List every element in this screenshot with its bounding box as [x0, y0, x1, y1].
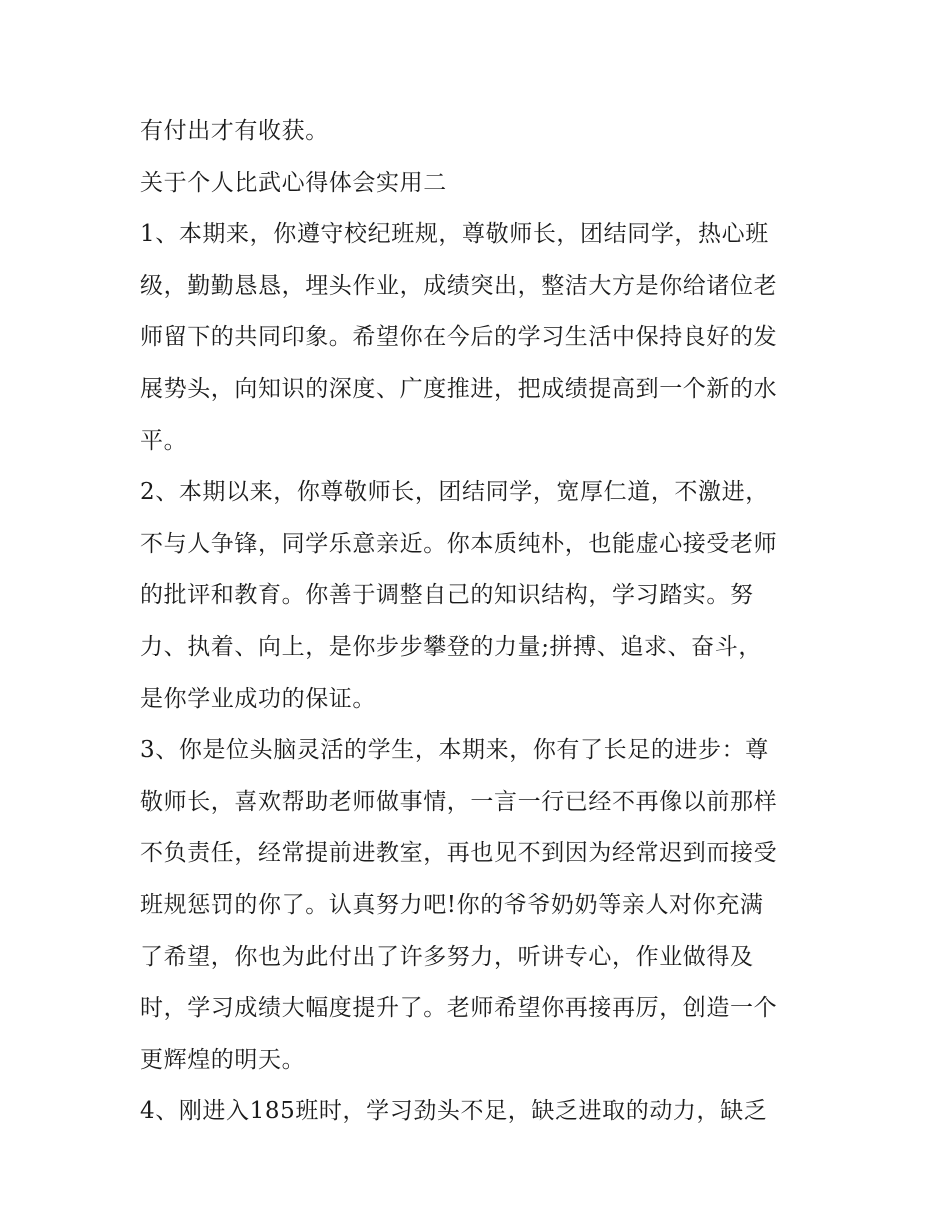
text-line: 的批评和教育。你善于调整自己的知识结构，学习踏实。努	[140, 582, 754, 609]
text-line: 展势头，向知识的深度、广度推进，把成绩提高到一个新的水	[140, 375, 778, 402]
text-line: 是你学业成功的保证。	[140, 685, 376, 712]
text-line: 了希望，你也为此付出了许多努力，听讲专心，作业做得及	[140, 943, 754, 970]
text-line: 更辉煌的明天。	[140, 1046, 306, 1073]
section-heading: 关于个人比武心得体会实用二	[140, 169, 447, 196]
text-line: 班规惩罚的你了。认真努力吧!你的爷爷奶奶等亲人对你充满	[140, 891, 764, 918]
text-line: 敬师长，喜欢帮助老师做事情，一言一行已经不再像以前那样	[140, 788, 778, 815]
text-line: 4、刚进入185班时，学习劲头不足，缺乏进取的动力，缺乏	[140, 1098, 768, 1125]
text-line: 师留下的共同印象。希望你在今后的学习生活中保持良好的发	[140, 324, 778, 351]
text-line: 平。	[140, 427, 188, 454]
text-line: 力、执着、向上，是你步步攀登的力量;拼搏、追求、奋斗，	[140, 633, 762, 660]
text-line: 有付出才有收获。	[140, 118, 329, 144]
text-line: 不负责任，经常提前进教室，再也见不到因为经常迟到而接受	[140, 840, 778, 867]
text-line: 级，勤勤恳恳，埋头作业，成绩突出，整洁大方是你给诸位老	[140, 272, 778, 299]
document-body	[140, 106, 820, 1138]
text-line: 1、本期来，你遵守校纪班规，尊敬师长，团结同学，热心班	[140, 221, 769, 248]
text-line: 时，学习成绩大幅度提升了。老师希望你再接再厉，创造一个	[140, 995, 778, 1022]
text-line: 3、你是位头脑灵活的学生，本期来，你有了长足的进步：尊	[140, 737, 769, 764]
text-line: 2、本期以来，你尊敬师长，团结同学，宽厚仁道，不激进，	[140, 479, 769, 506]
text-line: 不与人争锋，同学乐意亲近。你本质纯朴，也能虚心接受老师	[140, 530, 778, 557]
